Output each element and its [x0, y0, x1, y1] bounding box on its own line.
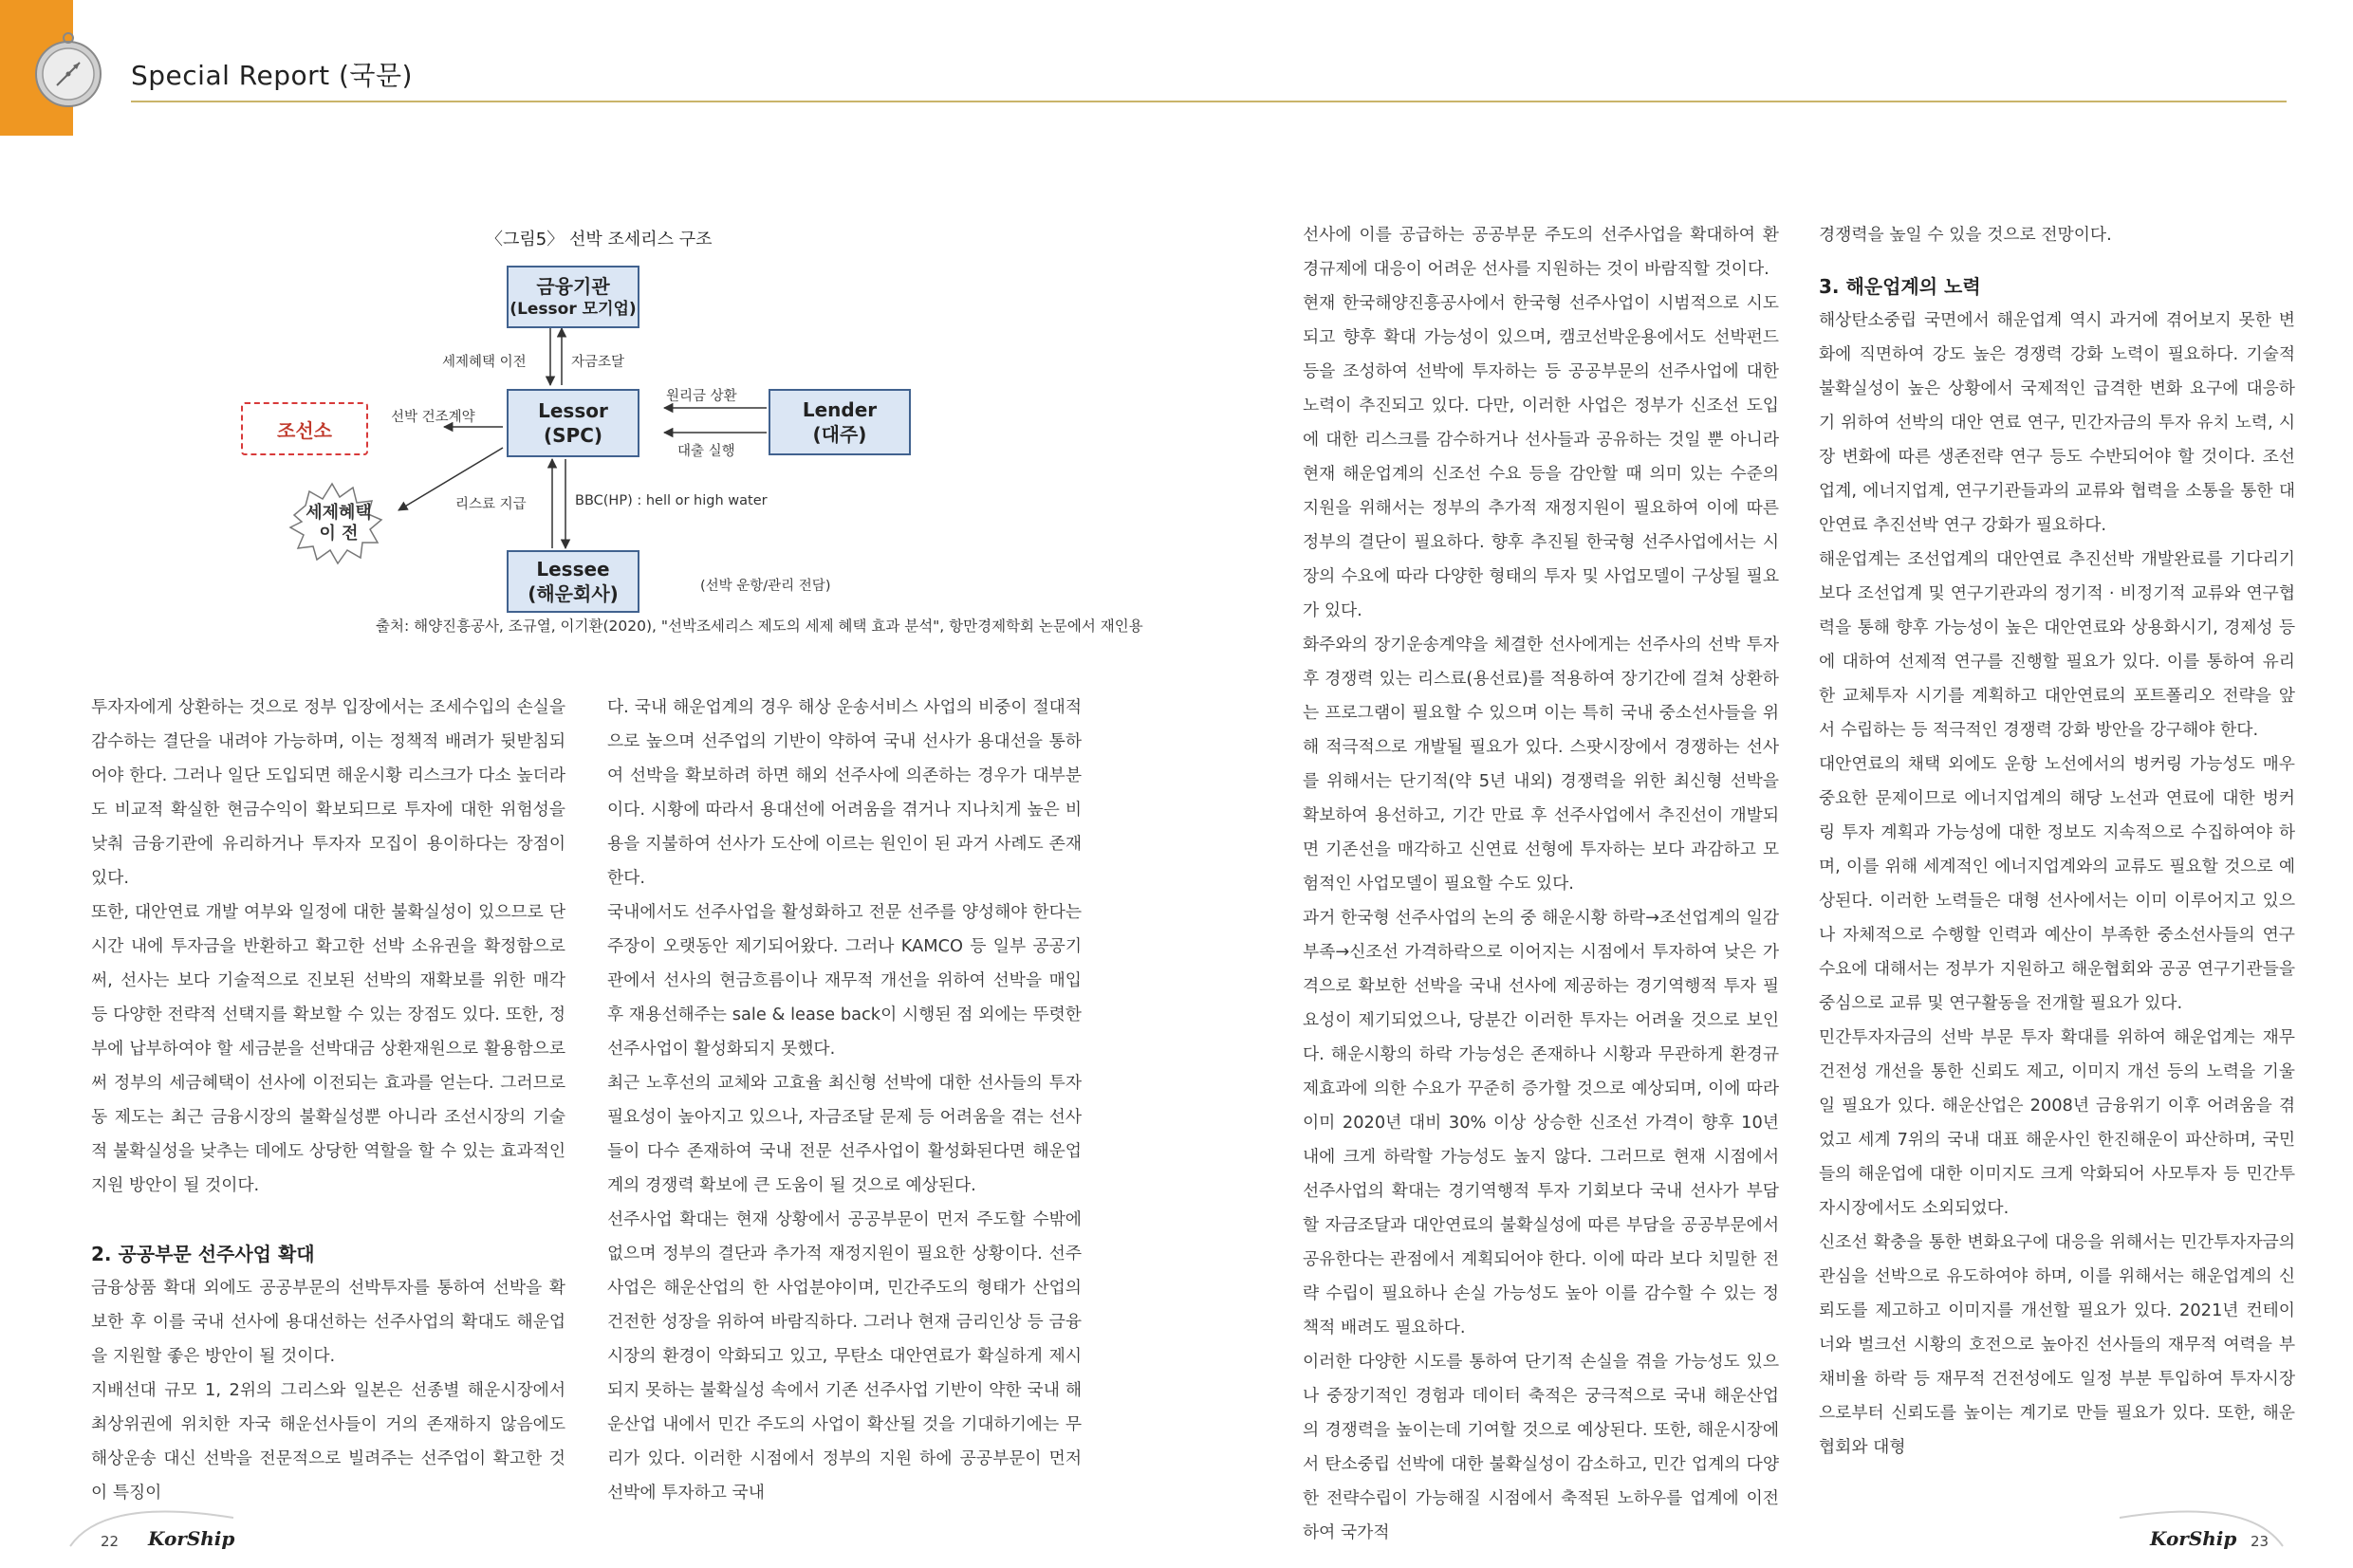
- footer-logo-left: KorShip: [148, 1527, 235, 1550]
- paragraph: 다. 국내 해운업계의 경우 해상 운송서비스 사업의 비중이 절대적으로 높으며 선주업의 기반이 약하여 국내 선사가 용대선을 통하여 선박을 확보하려 하면 해외 선주사에 의존하는 경우가 대부분이다. 시황에 따라서 용대선에 어려움을 겪거나 지나치게 높은 비용을 지불하여 선사가 도산에 이르는 원인이 된 과거 사례도 존재한다.: [607, 697, 1082, 888]
- page-number-right: 23: [2251, 1533, 2270, 1550]
- spc-box: [507, 389, 639, 457]
- spc-line1: Lessor: [538, 399, 608, 422]
- paragraph: 선사에 이를 공급하는 공공부문 주도의 선주사업을 확대하여 환경규제에 대응이 어려운 선사를 지원하는 것이 바람직할 것이다.: [1303, 225, 1779, 279]
- shipyard-label: 조선소: [277, 418, 332, 442]
- paragraph: 현재 한국해양진흥공사에서 한국형 선주사업이 시범적으로 시도되고 향후 확대 가능성이 있으며, 캠코선박운용에서도 선박펀드 등을 조성하여 선박에 투자하는 등 공공부문의 선주사업에 대한 노력이 추진되고 있다. 다만, 이러한 사업은 정부가 신조선 도입에 대한 리스크를 감수하거나 선사들과 공유하는 것일 뿐 아니라 현재 해운업계의 신조선 수요 등을 감안할 때 의미 있는 수준의 지원을 위해서는 정부의 추가적 재정지원이 필요하여 이에 따른 정부의 결단이 필요하다. 향후 추진될 한국형 선주사업에서는 시장의 수요에 따라 다양한 형태의 투자 및 사업모델이 구상될 필요가 있다.: [1303, 293, 1779, 620]
- label-repayment: 원리금 상환: [666, 389, 737, 404]
- lessee-line1: Lessee: [536, 558, 610, 581]
- label-tax-transfer: 세제혜택 이전: [442, 355, 527, 370]
- paragraph: 신조선 확충을 통한 변화요구에 대응을 위해서는 민간투자자금의 관심을 선박으로 유도하여야 하며, 이를 위해서는 해운업계의 신뢰도를 제고하고 이미지를 개선할 필요가 있다. 2021년 컨테이너와 벌크선 시황의 호전으로 높아진 선사들의 재무적 여력을 부채비율 하락 등 재무적 건전성에도 일정 부분 투입하여 투자시장으로부터 신뢰도를 높이는 계기로 만들 필요가 있다. 또한, 해운협회와 대형: [1819, 1232, 2295, 1457]
- lender-line2: (대주): [812, 423, 867, 446]
- paragraph: 민간투자자금의 선박 부문 투자 확대를 위하여 해운업계는 재무 건전성 개선을 통한 신뢰도 제고, 이미지 개선 등의 노력을 기울일 필요가 있다. 해운산업은 2008년 금융위기 이후 어려움을 겪었고 세계 7위의 국내 대표 해운사인 한진해운이 파산하며, 국민들의 해운업에 대한 이미지도 크게 악화되어 사모투자 등 민간투자시장에서도 소외되었다.: [1819, 1027, 2295, 1218]
- paragraph: 지배선대 규모 1, 2위의 그리스와 일본은 선종별 해운시장에서 최상위권에 위치한 자국 해운선사들이 거의 존재하지 않음에도 해상운송 대신 선박을 전문적으로 빌려주는 선주업이 확고한 것이 특징이: [91, 1380, 565, 1503]
- paragraph: 선주사업 확대는 현재 상황에서 공공부문이 먼저 주도할 수밖에 없으며 정부의 결단과 추가적 재정지원이 필요한 상황이다. 선주사업은 해운산업의 한 사업분야이며, 민간주도의 형태가 산업의 건전한 성장을 위하여 바람직하다. 그러나 현재 금리인상 등 금융시장의 환경이 악화되고 있고, 무탄소 대안연료가 확실하게 제시되지 못하는 불확실성 속에서 기존 선주사업 기반이 약한 국내 해운산업 내에서 민간 주도의 사업이 확산될 것을 기대하기에는 무리가 있다. 이러한 시점에서 정부의 지원 하에 공공부문이 먼저 선박에 투자하고 국내: [607, 1209, 1082, 1503]
- paragraph: 금융상품 확대 외에도 공공부문의 선박투자를 통하여 선박을 확보한 후 이를 국내 선사에 용대선하는 선주사업의 확대도 해운업을 지원할 좋은 방안이 될 것이다.: [91, 1278, 565, 1366]
- lender-line1: Lender: [802, 398, 878, 421]
- paragraph: 이러한 다양한 시도를 통하여 단기적 손실을 겪을 가능성도 있으나 중장기적인 경험과 데이터 축적은 궁극적으로 국내 해운산업의 경쟁력을 높이는데 기여할 것으로 예상된다. 또한, 해운시장에서 탄소중립 선박에 대한 불확실성이 감소하고, 민간 업계의 다양한 전략수립이 가능해질 시점에서 축적된 노하우를 업계에 이전하여 국가적: [1303, 1352, 1779, 1542]
- tax-benefit-line1: 세제혜택: [306, 503, 372, 523]
- lessor-parent-line2: (Lessor 모기업): [510, 300, 637, 319]
- paragraph: 해상탄소중립 국면에서 해운업계 역시 과거에 겪어보지 못한 변화에 직면하여 강도 높은 경쟁력 강화 노력이 필요하다. 기술적 불확실성이 높은 상황에서 국제적인 급격한 변화 요구에 대응하기 위하여 선박의 대안 연료 연구, 민간자금의 투자 유치 노력, 시장 변화에 따른 생존전략 연구 등도 수반되어야 할 것이다. 조선업계, 에너지업계, 연구기관들과의 교류와 협력을 소통을 통한 대안연료 추진선박 연구 강화가 필요하다.: [1819, 310, 2295, 535]
- paragraph: 과거 한국형 선주사업의 논의 중 해운시황 하락→조선업계의 일감부족→신조선 가격하락으로 이어지는 시점에서 투자하여 낮은 가격으로 확보한 선박을 국내 선사에 제공하는 경기역행적 투자 필요성이 제기되었으나, 당분간 이러한 투자는 어려울 것으로 보인다. 해운시황의 하락 가능성은 존재하나 시황과 무관하게 환경규제효과에 의한 수요가 꾸준히 증가할 것으로 예상되며, 이에 따라 이미 2020년 대비 30% 이상 상승한 신조선 가격이 향후 10년 내에 크게 하락할 가능성도 높지 않다. 그러므로 현재 시점에서 선주사업의 확대는 경기역행적 투자 기회보다 국내 선사가 부담할 자금조달과 대안연료의 불확실성에 따른 부담을 공공부문에서 공유한다는 관점에서 계획되어야 한다. 이에 따라 보다 치밀한 전략 수립이 필요하나 손실 가능성도 높아 이를 감수할 수 있는 정책적 배려도 필요하다.: [1303, 908, 1779, 1337]
- lessor-parent-line1: 금융기관: [536, 275, 610, 298]
- section-heading: 3. 해운업계의 노력: [1819, 275, 1981, 298]
- figure-caption: 〈그림5〉 선박 조세리스 구조: [486, 230, 713, 249]
- paragraph: 투자자에게 상환하는 것으로 정부 입장에서는 조세수입의 손실을 감수하는 결단을 내려야 가능하며, 이는 정책적 배려가 뒷받침되어야 한다. 그러나 일단 도입되면 해운시황 리스크가 다소 높더라도 비교적 확실한 현금수익이 확보되므로 투자에 대한 위험성을 낮춰 금융기관에 유리하거나 투자자 모집이 용이하다는 장점이 있다.: [91, 697, 565, 888]
- ship-tax-lease-diagram: [218, 226, 1143, 643]
- label-lease-payment: 리스료 지급: [455, 497, 527, 512]
- lessee-box: [507, 550, 639, 613]
- label-ship-contract: 선박 건조계약: [391, 410, 475, 425]
- figure-source: 출처: 해양진흥공사, 조규열, 이기환(2020), "선박조세리스 제도의 세제 혜택 효과 분석", 항만경제학회 논문에서 재인용: [376, 618, 1143, 635]
- label-funding: 자금조달: [571, 355, 625, 370]
- footer-logo-right: KorShip: [2150, 1527, 2237, 1550]
- header-divider: [131, 101, 2287, 102]
- paragraph: 또한, 대안연료 개발 여부와 일정에 대한 불확실성이 있으므로 단시간 내에 투자금을 반환하고 확고한 선박 소유권을 확정함으로써, 선사는 보다 기술적으로 진보된 선박의 재확보를 위한 매각 등 다양한 전략적 선택지를 확보할 수 있는 장점도 있다. 또한, 정부에 납부하여야 할 세금분을 선박대금 상환재원으로 활용함으로써 정부의 세금혜택이 선사에 이전되는 효과를 얻는다. 그러므로 동 제도는 최근 금융시장의 불확실성뿐 아니라 조선시장의 기술적 불확실성을 낮추는 데에도 상당한 역할을 할 수 있는 효과적인 지원 방안이 될 것이다.: [91, 902, 565, 1195]
- label-bbc: BBC(HP) : hell or high water: [575, 493, 768, 508]
- section-heading: 2. 공공부문 선주사업 확대: [91, 1243, 315, 1265]
- label-ops-note: (선박 운항/관리 전담): [700, 579, 831, 594]
- lessee-line2: (해운회사): [528, 582, 619, 605]
- label-loan: 대출 실행: [677, 444, 735, 459]
- paragraph: 국내에서도 선주사업을 활성화하고 전문 선주를 양성해야 한다는 주장이 오랫동안 제기되어왔다. 그러나 KAMCO 등 일부 공공기관에서 선사의 현금흐름이나 재무적 개선을 위하여 선박을 매입 후 재용선해주는 sale & lease back이 시행된 점 외에는 뚜렷한 선주사업이 활성화되지 못했다.: [607, 902, 1082, 1059]
- text-column-1: [91, 691, 565, 1510]
- paragraph: 해운업계는 조선업계의 대안연료 추진선박 개발완료를 기다리기보다 조선업계 및 연구기관과의 정기적 · 비정기적 교류와 연구협력을 통해 향후 가능성이 높은 대안연료와 상용화시기, 경제성 등에 대하여 선제적 연구를 진행할 필요가 있다. 이를 통하여 유리한 교체투자 시기를 계획하고 대안연료의 포트폴리오 전략을 앞서 수립하는 등 적극적인 경쟁력 강화 방안을 강구해야 한다.: [1819, 549, 2295, 740]
- tax-benefit-line2: 이 전: [319, 524, 359, 544]
- paragraph: 경쟁력을 높일 수 있을 것으로 전망이다.: [1819, 225, 2112, 245]
- shipyard-box: [241, 402, 368, 455]
- paragraph: 최근 노후선의 교체와 고효율 최신형 선박에 대한 선사들의 투자 필요성이 높아지고 있으나, 자금조달 문제 등 어려움을 겪는 선사들이 다수 존재하여 국내 전문 선주사업이 활성화된다면 해운업계의 경쟁력 확보에 큰 도움이 될 것으로 예상된다.: [607, 1073, 1082, 1195]
- text-column-3: [1303, 218, 1779, 1550]
- text-column-4: [1819, 218, 2295, 1465]
- spc-line2: (SPC): [543, 424, 603, 447]
- paragraph: 대안연료의 채택 외에도 운항 노선에서의 벙커링 가능성도 매우 중요한 문제이므로 에너지업계의 해당 노선과 연료에 대한 벙커링 투자 계획과 가능성에 대한 정보도 지속적으로 수집하여야 하며, 이를 위해 세계적인 에너지업계와의 교류도 필요할 것으로 예상된다. 이러한 노력들은 대형 선사에서는 이미 이루어지고 있으나 자체적으로 수행할 인력과 예산이 부족한 중소선사들의 연구수요에 대해서는 정부가 지원하고 해운협회와 공공 연구기관들을 중심으로 교류 및 연구활동을 전개할 필요가 있다.: [1819, 754, 2295, 1013]
- compass-icon: [28, 30, 108, 110]
- section-title: Special Report (국문): [131, 60, 413, 91]
- page-number-left: 22: [101, 1533, 120, 1550]
- text-column-2: [607, 691, 1082, 1510]
- lessor-parent-box: [507, 266, 639, 328]
- lender-box: [769, 389, 911, 455]
- paragraph: 화주와의 장기운송계약을 체결한 선사에게는 선주사의 선박 투자 후 경쟁력 있는 리스료(용선료)를 적용하여 장기간에 걸쳐 상환하는 프로그램이 필요할 수 있으며 이는 특히 국내 중소선사들을 위해 적극적으로 개발될 필요가 있다. 스팟시장에서 경쟁하는 선사를 위해서는 단기적(약 5년 내외) 경쟁력을 위한 최신형 선박을 확보하여 용선하고, 기간 만료 후 선주사업에서 추진선이 개발되면 기존선을 매각하고 신연료 선형에 투자하는 보다 과감하고 모험적인 사업모델이 필요할 수도 있다.: [1303, 635, 1779, 894]
- tax-benefit-text: [296, 503, 381, 544]
